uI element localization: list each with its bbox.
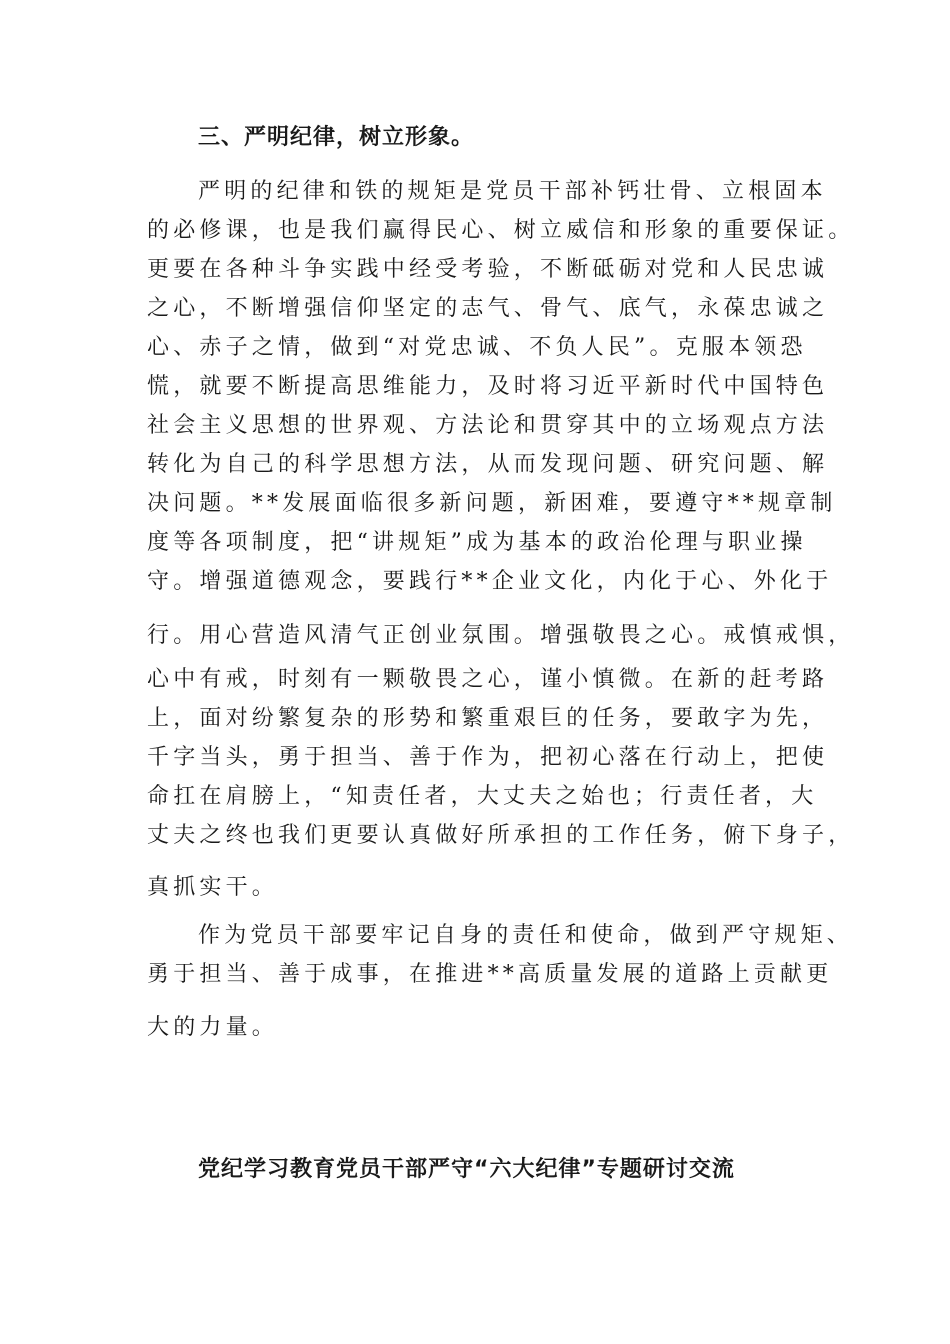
paragraph-1-line-8: 转化为自己的科学思想方法，从而发现问题、研究问题、解 bbox=[147, 452, 829, 477]
paragraph-2-line-3: 大的力量。 bbox=[147, 1015, 279, 1040]
paragraph-1-line-13: 心中有戒，时刻有一颗敬畏之心，谨小慎微。在新的赶考路 bbox=[147, 667, 829, 692]
paragraph-1-line-1: 严明的纪律和铁的规矩是党员干部补钙壮骨、立根固本 bbox=[198, 179, 827, 204]
paragraph-1-line-7: 社会主义思想的世界观、方法论和贯穿其中的立场观点方法 bbox=[147, 413, 829, 438]
paragraph-1-line-12: 行。用心营造风清气正创业氛围。增强敬畏之心。戒慎戒惧， bbox=[147, 623, 855, 648]
paragraph-1-line-5: 心、赤子之情，做到“对党忠诚、不负人民”。克服本领恐 bbox=[147, 335, 807, 360]
paragraph-1-line-14: 上，面对纷繁复杂的形势和繁重艰巨的任务，要敢字为先， bbox=[147, 706, 829, 731]
next-document-title: 党纪学习教育党员干部严守“六大纪律”专题研讨交流 bbox=[198, 1157, 735, 1182]
section-heading: 三、严明纪律，树立形象。 bbox=[198, 125, 475, 150]
paragraph-2-line-1: 作为党员干部要牢记自身的责任和使命，做到严守规矩、 bbox=[198, 923, 854, 948]
paragraph-1-line-16: 命扛在肩膀上，“知责任者，大丈夫之始也；行责任者，大 bbox=[147, 784, 818, 809]
paragraph-1-line-15: 千字当头，勇于担当、善于作为，把初心落在行动上，把使 bbox=[147, 745, 829, 770]
paragraph-1-line-6: 慌，就要不断提高思维能力，及时将习近平新时代中国特色 bbox=[147, 374, 829, 399]
paragraph-2-line-2: 勇于担当、善于成事，在推进**高质量发展的道路上贡献更 bbox=[147, 962, 833, 987]
paragraph-1-line-9: 决问题。**发展面临很多新问题，新困难，要遵守**规章制 bbox=[147, 491, 837, 516]
paragraph-1-line-18: 真抓实干。 bbox=[147, 875, 279, 900]
paragraph-1-line-11: 守。增强道德观念，要践行**企业文化，内化于心、外化于 bbox=[147, 569, 833, 594]
paragraph-1-line-17: 丈夫之终也我们更要认真做好所承担的工作任务，俯下身子， bbox=[147, 823, 855, 848]
paragraph-1-line-3: 更要在各种斗争实践中经受考验，不断砥砺对党和人民忠诚 bbox=[147, 257, 829, 282]
paragraph-1-line-4: 之心，不断增强信仰坚定的志气、骨气、底气，永葆忠诚之 bbox=[147, 296, 829, 321]
paragraph-1-line-10: 度等各项制度，把“讲规矩”成为基本的政治伦理与职业操 bbox=[147, 530, 807, 555]
paragraph-1-line-2: 的必修课，也是我们赢得民心、树立威信和形象的重要保证。 bbox=[147, 218, 855, 243]
